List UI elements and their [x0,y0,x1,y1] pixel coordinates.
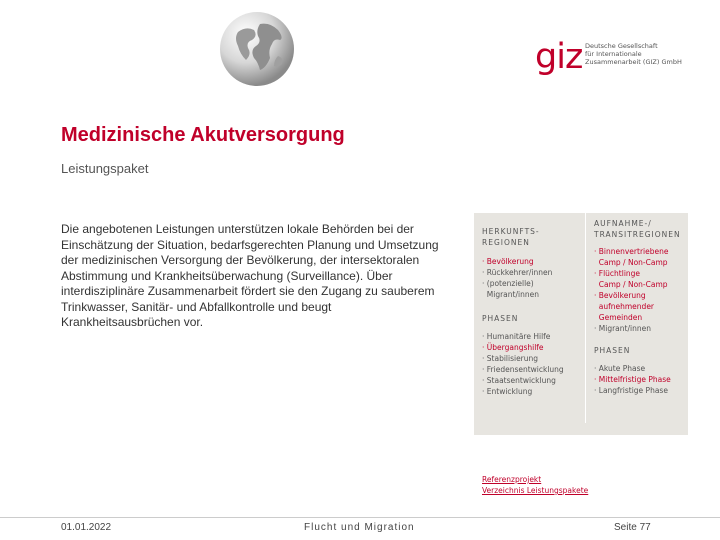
target-group-item: Camp / Non-Camp [594,258,668,267]
target-group-item: · Bevölkerung [482,257,534,266]
referenzprojekt-link[interactable]: Referenzprojekt [482,475,542,484]
logo-text-line: Zusammenarbeit (GIZ) GmbH [585,58,682,66]
target-group-item: · Binnenvertriebene [594,247,669,256]
phase-list [594,363,688,396]
target-group-item: · Rückkehrer/innen [482,268,553,277]
herkunftsregionen-column [482,226,582,397]
phase-item: · Übergangshilfe [482,343,544,352]
page-number: Seite 77 [614,522,651,533]
logo-text-line: für Internationale [585,50,642,58]
column-heading [482,226,582,248]
target-group-item: · Bevölkerung [594,291,646,300]
phase-list [482,331,582,397]
giz-logo [535,38,715,78]
target-group-item: aufnehmender [594,302,655,311]
target-group-item: Migrant/innen [482,290,539,299]
phase-item: · Mittelfristige Phase [594,375,671,384]
giz-logo-mark: giz [535,37,583,77]
footer-title: Flucht und Migration [304,522,415,533]
column-heading-line: REGIONEN [482,238,530,247]
phase-item: · Friedensentwicklung [482,365,564,374]
phase-item: · Akute Phase [594,364,646,373]
phasen-heading: PHASEN [594,346,631,355]
target-group-list [594,246,688,334]
transitregionen-column [594,218,688,396]
target-group-item: Gemeinden [594,313,643,322]
logo-text-line: Deutsche Gesellschaft [585,42,658,50]
page-subtitle: Leistungspaket [61,161,149,176]
giz-logo-text [585,42,682,66]
globe-icon [218,10,296,88]
verzeichnis-link[interactable]: Verzeichnis Leistungspakete [482,486,589,495]
page-title: Medizinische Akutversorgung [61,124,345,146]
target-group-item: · (potenzielle) [482,279,534,288]
link-group [482,474,588,496]
footer-date: 01.01.2022 [61,522,112,533]
column-heading-line: HERKUNFTS- [482,227,540,236]
panel-divider [585,213,586,423]
target-group-item: Camp / Non-Camp [594,280,668,289]
column-heading-line: AUFNAHME-/ [594,219,652,228]
phasen-heading: PHASEN [482,314,519,323]
target-group-item: · Flüchtlinge [594,269,641,278]
phase-item: · Stabilisierung [482,354,539,363]
target-group-item: · Migrant/innen [594,324,651,333]
phase-item: · Staatsentwicklung [482,376,556,385]
footer-divider [0,517,720,518]
body-paragraph: Die angebotenen Leistungen unterstützen lokale Behörden bei der Einschätzung der Situation, bedarfsgerechten Planung und Umsetzung der medizinischen Versorgung der Bevölkerung, der intersektoralen Abstimmung und Krankheitsüberwachung (Surveillance). Über interdisziplinäre Zusammenarbeit fördert sie den Zugang zu sauberem Trinkwasser, Sanitär- und Abfallkontrolle und beugt Krankheitsausbrüchen vor. [61,222,439,329]
column-heading-line: TRANSITREGIONEN [594,230,681,239]
phase-item: · Entwicklung [482,387,533,396]
column-heading [594,218,688,240]
target-group-list [482,256,582,300]
phase-item: · Humanitäre Hilfe [482,332,551,341]
phase-item: · Langfristige Phase [594,386,668,395]
